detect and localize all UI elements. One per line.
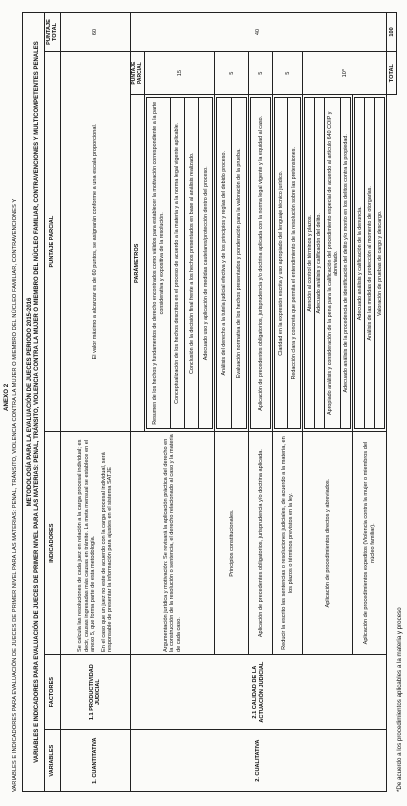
evaluation-table <box>22 12 397 792</box>
score-group-5: 10* <box>303 51 387 94</box>
param-6-1: Adecuado análisis y calificación de la denuncia. <box>355 98 365 429</box>
factor-calidad: 2.1 CALIDAD DE LA ACTUACIÓN JUDICIAL <box>130 654 387 729</box>
header-puntaje-parcial-sub: PUNTAJE PARCIAL <box>130 51 145 94</box>
param-6-2: Análisis de las medidas de protección al momento de otorgarlas. <box>365 98 375 429</box>
total-label: TOTAL <box>387 51 397 94</box>
total-calidad: 40 <box>130 13 387 52</box>
indicator-group-4: Reducir la escrito las sentencias o resoluciones judiciales, de acuerdo a la materia, en los plazos o términos previstos en la ley. <box>273 432 303 655</box>
param-2-2: Evaluación normativa de los hechos presentados y ponderación para la valoración de la prueba. <box>232 98 247 429</box>
param-4-2: Redacción clara y concreta que permita el entendimiento de la resolución sobre las pretensiones. <box>288 98 301 429</box>
param-1-1: Resumen de los hechos y fundamentos de derecho encontrados como válidos para establecer la motivación correspondiente a la parte considerativa y expositiva de la resolución. <box>147 98 171 429</box>
indicator-group-5: Aplicación de procedimientos directos y abreviados. <box>303 432 353 655</box>
param-5-4: Adecuado análisis de la procedencia de identificación del delito y/o monto en los delitos contra la propiedad. <box>341 98 351 429</box>
param-3-1: Aplicación de precedentes obligatorios, jurisprudencia y/o doctrina aplicada con la norma legal vigente y la equidad al caso. <box>251 98 271 429</box>
indicator-productividad <box>60 432 130 655</box>
parcial-productividad: El valor máximo a alcanzar es de 60 puntos, se asignarán conforme a una escala proporcional. <box>60 51 130 431</box>
params-group-4 <box>273 95 303 432</box>
param-5-1: Atención al control de términos y plazos. <box>305 98 315 429</box>
table-title-cell <box>23 13 45 792</box>
footnote: *De acuerdo a los procedimientos aplicables a la materia y proceso <box>396 607 403 792</box>
header-indicadores: INDICADORES <box>45 432 61 655</box>
header-variables: VARIABLES <box>45 730 61 792</box>
header-puntaje-total: PUNTAJE TOTAL <box>45 13 61 52</box>
indicator-group-6: Aplicación de procedimientos expeditos (Violencia contra la mujer o miembros del núcleo familiar). <box>353 432 387 655</box>
param-1-4: Adecuado uso y aplicación de medidas cautelares/protección dentro del proceso. <box>199 98 213 429</box>
variable-cuantitativa: 1. CUANTITATIVA <box>60 730 130 792</box>
params-group-2 <box>215 95 249 432</box>
score-group-2: 5 <box>215 51 249 94</box>
params-group-3 <box>249 95 273 432</box>
indicator-productividad-a: Se calcula las resoluciones de cada juez en relación a la carga procesal individual; es decir, causas ingresadas más causas en trámite. La meta mensual se establece en el anexo 5, que forma parte de esta metodología. <box>77 439 97 652</box>
param-6-3: Valoración de pruebas de cargo y descargo. <box>375 98 385 429</box>
param-5-3: Apropiado análisis y consideración de la pena para la calificación del procedimiento especial de acuerdo al artículo 640 COIP y abreviado. <box>325 98 341 429</box>
params-group-1 <box>145 95 215 432</box>
score-group-3: 5 <box>249 51 273 94</box>
header-factores: FACTORES <box>45 654 61 729</box>
score-group-4: 5 <box>273 51 303 94</box>
variable-cualitativa: 2. CUALITATIVA <box>130 730 387 792</box>
indicator-group-3: Aplicación de precedentes obligatorios, jurisprudencia y/o doctrina aplicada. <box>249 432 273 655</box>
factor-productividad: 1.1 PRODUCTIVIDAD JUDICIAL <box>60 654 130 729</box>
param-1-2: Conceptualización de los hechos descritos en el proceso de acuerdo a la materia y a la norma legal vigente aplicable. <box>170 98 184 429</box>
score-group-1: 15 <box>145 51 215 94</box>
param-2-1: Análisis del derecho a la tutela judicial efectiva y de los principios y reglas del debido proceso. <box>217 98 232 429</box>
param-4-1: Claridad en la expresión escrita y uso apropiado del lenguaje técnico jurídico. <box>275 98 288 429</box>
param-1-3: Conclusión de la decisión final frente a los hechos presentados en base al análisis realizado. <box>185 98 199 429</box>
indicator-group-2: Principios constitucionales. <box>215 432 249 655</box>
annex-label: ANEXO 2 <box>3 383 10 411</box>
header-parametros: PARÁMETROS <box>130 95 145 432</box>
params-group-5 <box>303 95 353 432</box>
table-subtitle: VARIABLES E INDICADORES PARA EVALUACIÓN DE JUECES DE PRIMER NIVEL PARA LAS MATERIAS: PENAL, TRÁNSITO, VIOLENCIA CONTRA LA MUJER O MIEMBRO DEL NÚCLEO FAMILIAR, CONTRAVENCIONES Y MULTICOMPETENTES PENALES <box>33 41 40 763</box>
params-group-6 <box>353 95 387 432</box>
indicator-group-1: Argumentación jurídica y motivación: Se revisará la aplicación práctica del derecho en la construcción de la resolución o sentencia, el derecho relacionado al caso y la materia de cada caso. <box>130 432 215 655</box>
indicator-productividad-b: En el caso que un juez no este de acuerdo con la carga procesal individual, será responsable de presentar la información para ajustes en el sistema SATJE <box>100 452 113 652</box>
header-puntaje-parcial: PUNTAJE PARCIAL <box>45 51 61 431</box>
total-value: 100 <box>387 13 397 52</box>
total-productividad: 60 <box>60 13 130 52</box>
param-5-2: Adecuado análisis y calificación del delito. <box>315 98 325 429</box>
top-caption: VARIABLES E INDICADORES PARA EVALUACIÓN DE JUECES DE PRIMER NIVEL PARA LAS MATERIAS: PENAL, TRÁNSITO, VIOLENCIA CONTRA LA MUJER O MIEMBRO DEL NÚCLEO FAMILIAR, CONTRAVENCIONES Y <box>12 198 18 792</box>
methodology-title: METODOLOGÍA PARA LA EVALUACIÓN DE JUECES PERIODO 2015-2016 <box>26 297 33 507</box>
